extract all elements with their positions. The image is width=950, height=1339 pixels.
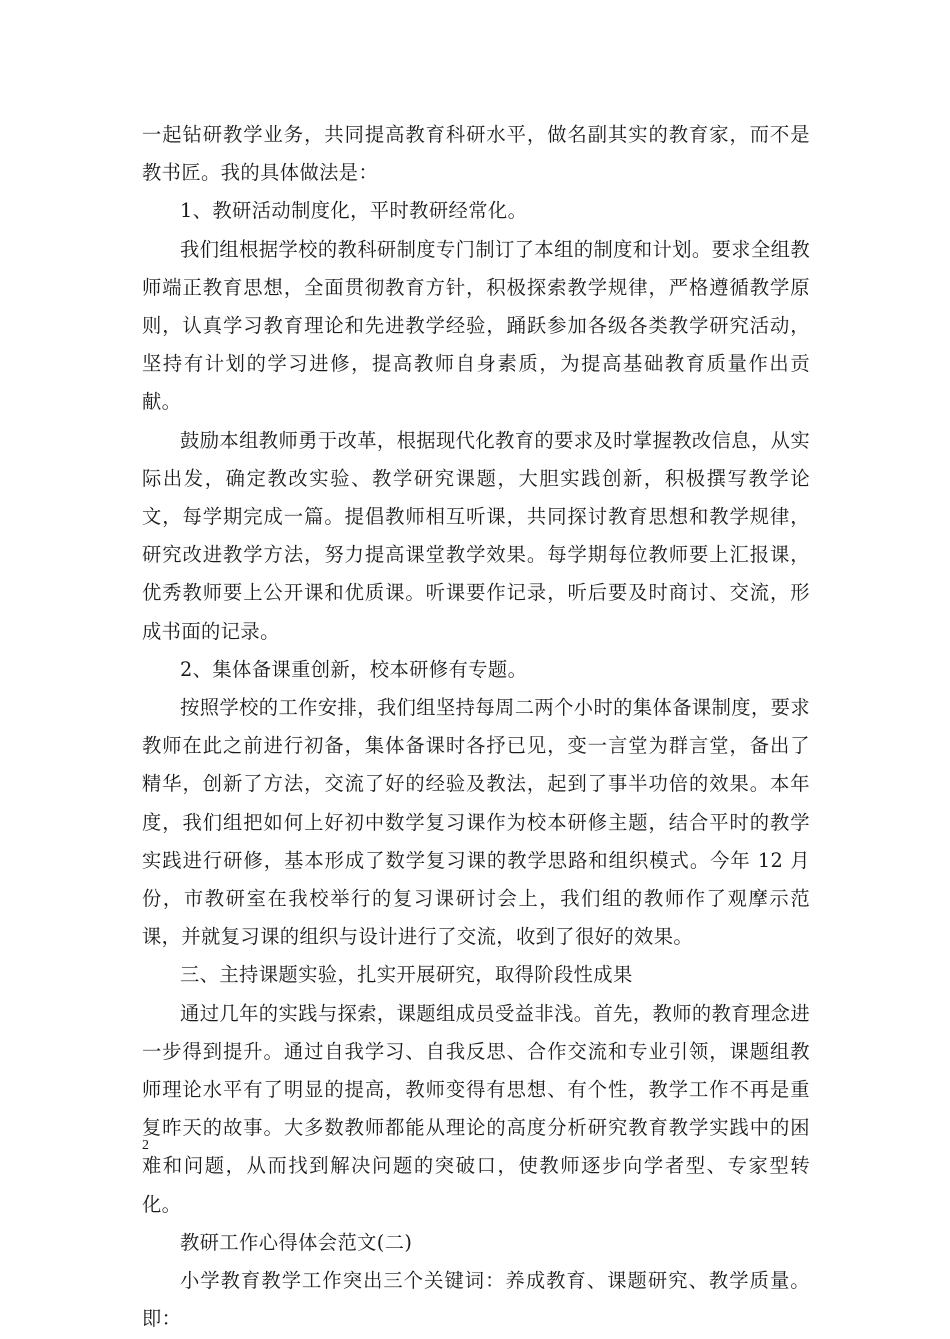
heading-teaching-research-system: 1、教研活动制度化，平时教研经常化。 bbox=[180, 199, 528, 223]
paragraph-research-results: 通过几年的实践与探索，课题组成员受益非浅。首先，教师的教育理念进一步得到提升。通过自我学习、自我反思、合作交流和专业引领，课题组教师理论水平有了明显的提高，教师变得有思想、有个性，教学工作不再是重复昨天的故事。大多数教师都能从理论的高度分析研究教育教学实践中的困难和问题，从而找到解决问题的突破口，使教师逐步向学者型、专家型转化。 bbox=[142, 1001, 810, 1216]
heading-collective-lesson-prep: 2、集体备课重创新，校本研修有专题。 bbox=[180, 657, 528, 681]
paragraph-key-words: 小学教育教学工作突出三个关键词：养成教育、课题研究、教学质量。即： bbox=[142, 1269, 810, 1331]
paragraph-lesson-prep: 按照学校的工作安排，我们组坚持每周二两个小时的集体备课制度，要求教师在此之前进行初备，集体备课时各抒已见，变一言堂为群言堂，备出了精华，创新了方法，交流了好的经验及教法，起到了事半功倍的效果。本年度，我们组把如何上好初中数学复习课作为校本研修主题，结合平时的教学实践进行研修，基本形成了数学复习课的教学思路和组织模式。今年 12 月份，市教研室在我校举行的复习课研讨会上，我们组的教师作了观摩示范课，并就复习课的组织与设计进行了交流，收到了很好的效果。 bbox=[142, 696, 810, 949]
document-body bbox=[142, 116, 810, 1339]
paragraph-encourage-reform: 鼓励本组教师勇于改革，根据现代化教育的要求及时掌握教改信息，从实际出发，确定教改实验、教学研究课题，大胆实践创新，积极撰写教学论文，每学期完成一篇。提倡教师相互听课，共同探讨教育思想和教学规律，研究改进教学方法，努力提高课堂教学效果。每学期每位教师要上汇报课，优秀教师要上公开课和优质课。听课要作记录，听后要及时商讨、交流，形成书面的记录。 bbox=[142, 428, 810, 643]
paragraph-group-system: 我们组根据学校的教科研制度专门制订了本组的制度和计划。要求全组教师端正教育思想，全面贯彻教育方针，积极探索教学规律，严格遵循教学原则，认真学习教育理论和先进教学经验，踊跃参加各级各类教学研究活动，坚持有计划的学习进修，提高教师自身素质，为提高基础教育质量作出贡献。 bbox=[142, 237, 810, 414]
section-title-sample-two: 教研工作心得体会范文(二) bbox=[180, 1230, 413, 1254]
heading-research-projects: 三、主持课题实验，扎实开展研究，取得阶段性成果 bbox=[180, 963, 633, 987]
paragraph-continuation: 一起钻研教学业务，共同提高教育科研水平，做名副其实的教育家，而不是教书匠。我的具体做法是： bbox=[142, 123, 810, 185]
page-number: 2 bbox=[142, 1138, 149, 1153]
